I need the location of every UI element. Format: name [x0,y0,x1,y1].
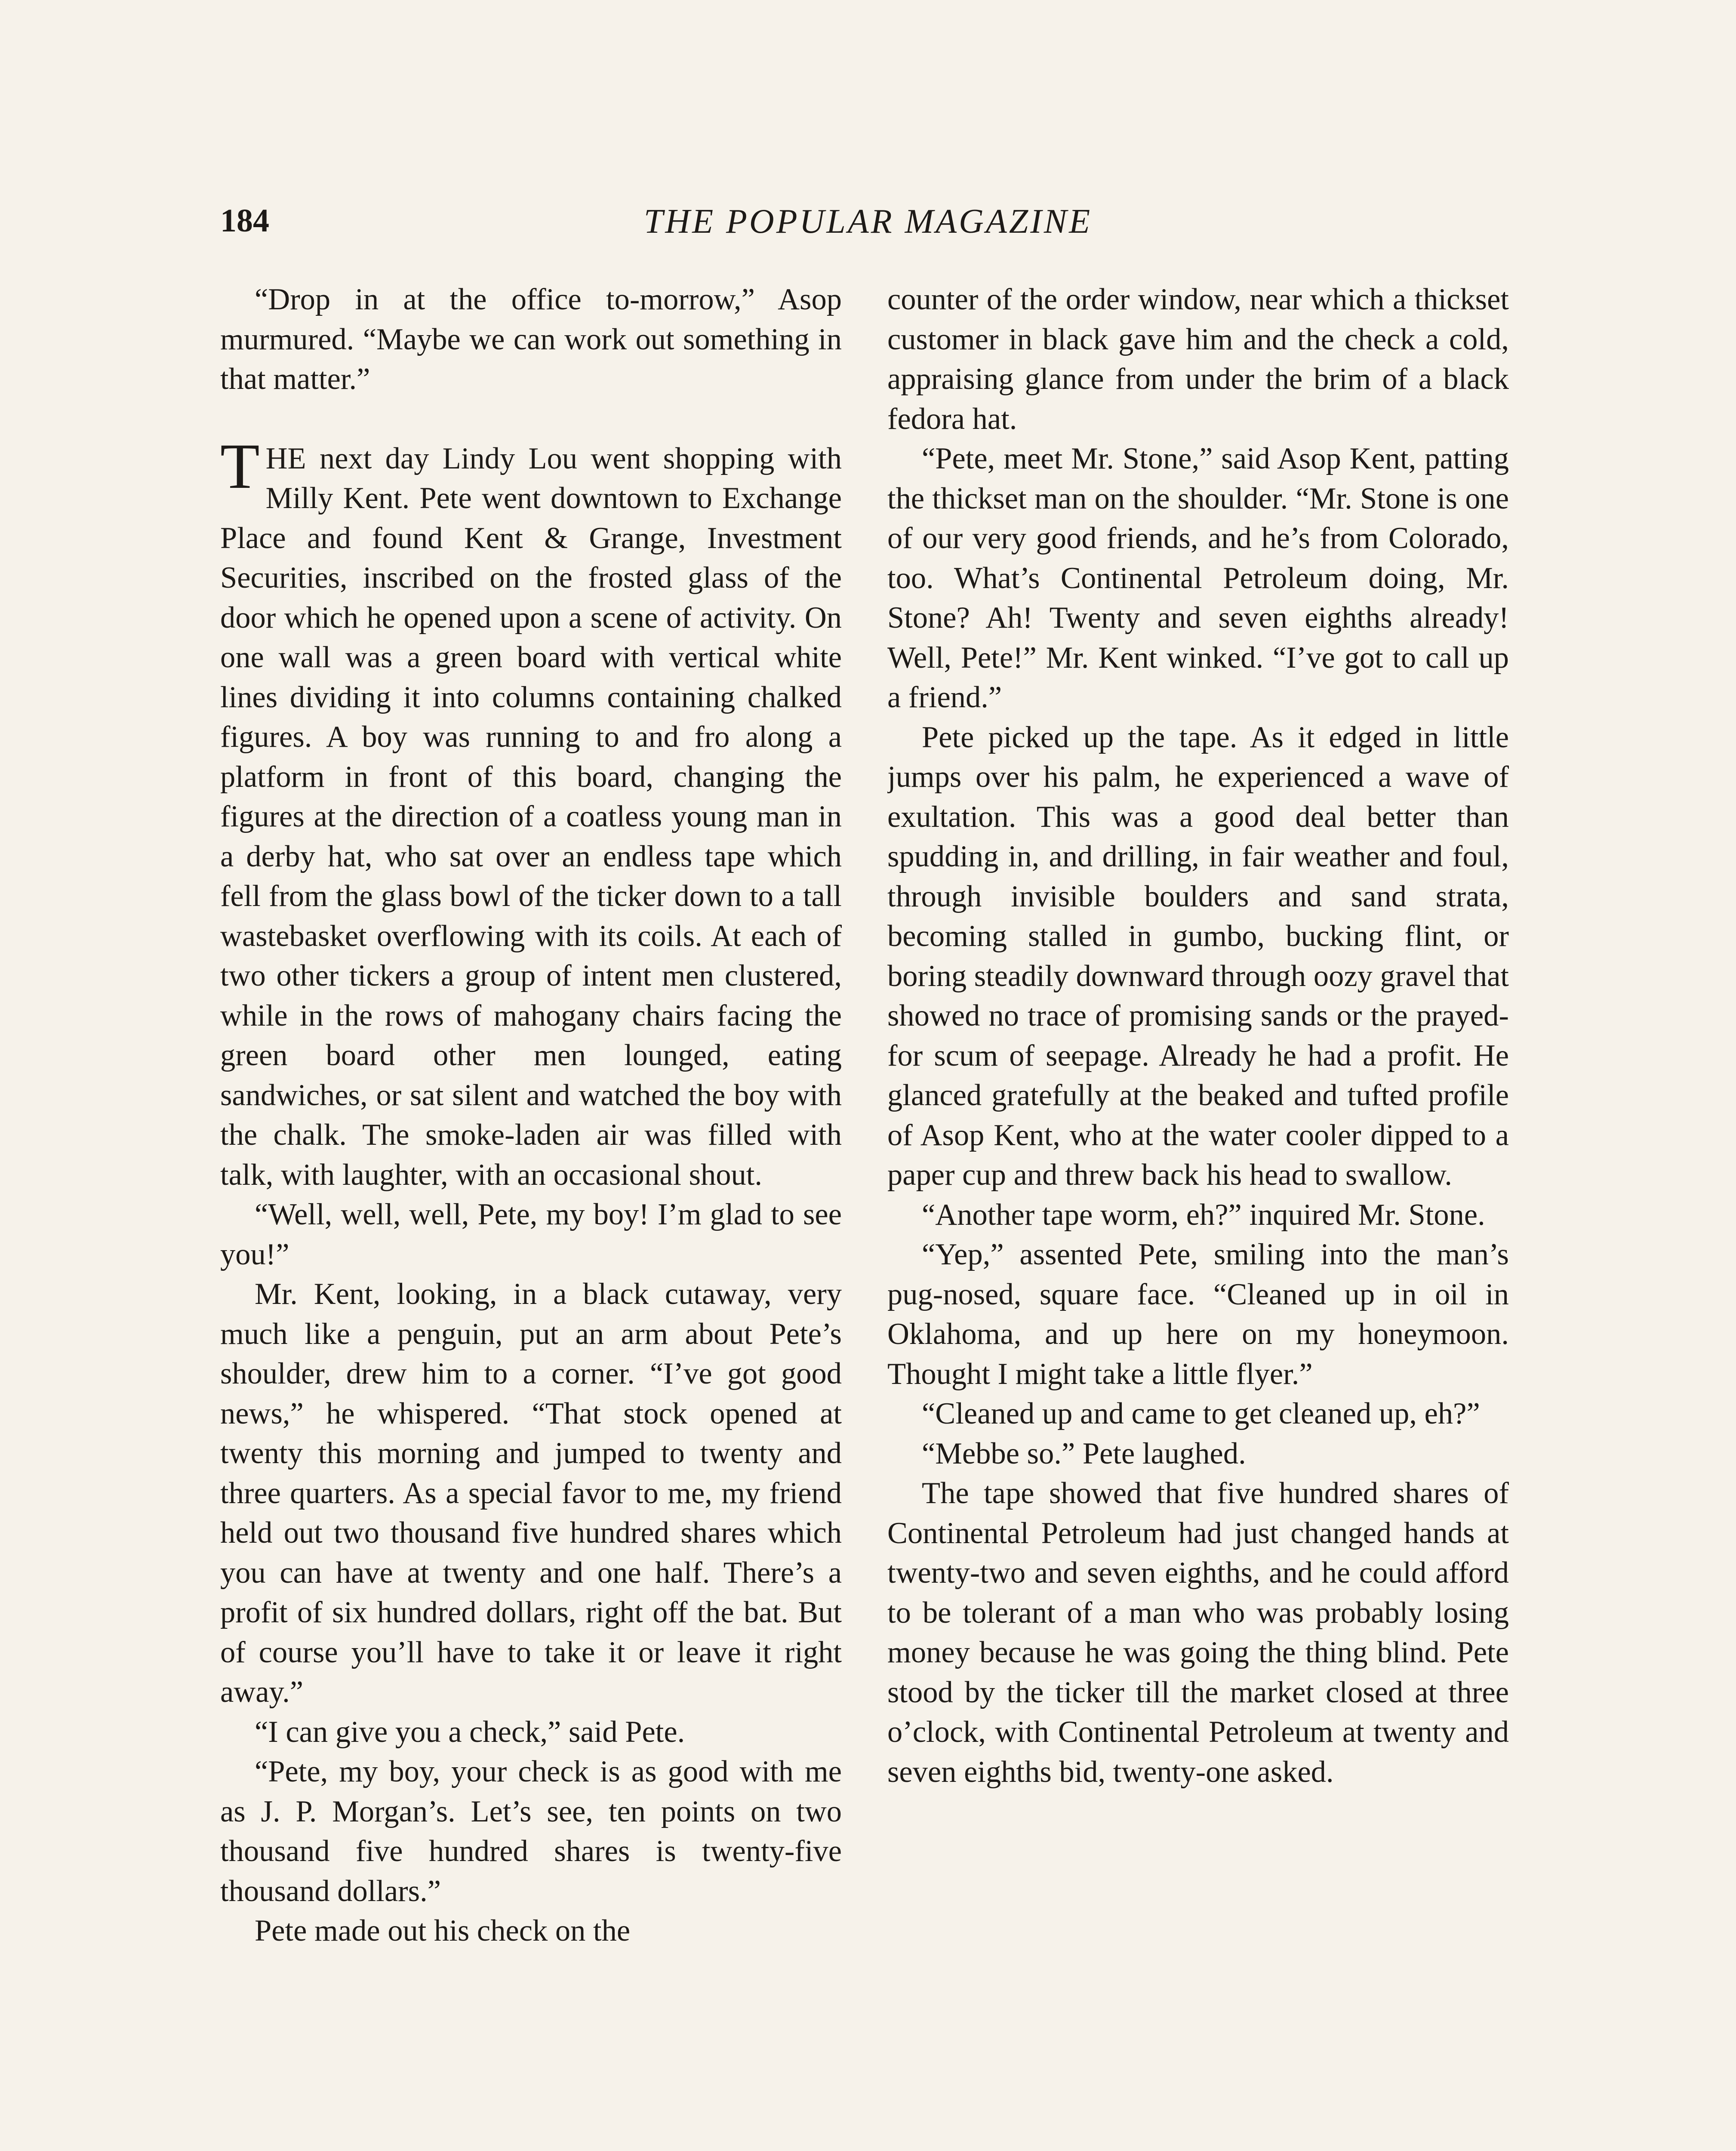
paragraph: Pete picked up the tape. As it edged in little jumps over his palm, he experienced a wave of exultation. This was a good deal better than spudding in, and drilling, in fair weather and foul, through invisible boulders and sand strata, becoming stalled in gumbo, bucking flint, or boring steadily downward through oozy gravel that showed no trace of promising sands or the prayed-for scum of seepage. Already he had a profit. He glanced gratefully at the beaked and tufted profile of Asop Kent, who at the water cooler dipped to a paper cup and threw back his head to swallow. [887,720,1509,1192]
paragraph: “Drop in at the office to-morrow,” Asop murmured. “Maybe we can work out something in that matter.” [220,283,842,396]
paragraph: “Yep,” assented Pete, smiling into the man’s pug-nosed, square face. “Cleaned up in oil in Oklahoma, and up here on my honeymoon. Thought I might take a little flyer.” [887,1238,1509,1391]
paragraph: “Well, well, well, Pete, my boy! I’m glad to see you!” [220,1198,842,1271]
paragraph: The tape showed that five hundred shares of Continental Petroleum had just changed hands at twenty-two and seven eighths, and he could afford to be tolerant of a man who was probably losing money because he was going the thing blind. Pete stood by the ticker till the market closed at three o’clock, with Continental Petroleum at twenty and seven eighths bid, twenty-one asked. [887,1476,1509,1789]
paragraph: “Cleaned up and came to get cleaned up, eh?” [922,1397,1480,1430]
paragraph-text: HE next day Lindy Lou went shopping with Milly Kent. Pete went downtown to Exchange Place and found Kent & Grange, Investment Securities, inscribed on the frosted glass of the door which he opened upon a scene of activity. On one wall was a green board with vertical white lines dividing it into columns containing chalked figures. A boy was running to and fro along a platform in front of this board, changing the figures at the direction of a coatless young man in a derby hat, who sat over an endless tape which fell from the glass bowl of the ticker down to a tall wastebasket overflowing with its coils. At each of two other tickers a group of intent men clustered, while in the rows of mahogany chairs facing the green board other men lounged, eating sandwiches, or sat silent and watched the boy with the chalk. The smoke-laden air was filled with talk, with laughter, with an occasional shout. [220,441,842,1192]
section-opening-paragraph [220,430,842,1195]
right-column [887,280,1509,1792]
page-number: 184 [220,203,269,239]
paragraph-continuation: counter of the order window, near which a thickset customer in black gave him and the check a cold, appraising glance from under the brim of a black fedora hat. [887,283,1509,436]
paragraph: Mr. Kent, looking, in a black cutaway, very much like a penguin, put an arm about Pete’s shoulder, drew him to a corner. “I’ve got good news,” he whispered. “That stock opened at twenty this morning and jumped to twenty and three quarters. As a special favor to me, my friend held out two thousand five hundred shares which you can have at twenty and one half. There’s a profit of six hundred dollars, right off the bat. But of course you’ll have to take it or leave it right away.” [220,1277,842,1709]
paragraph: “Mebbe so.” Pete laughed. [922,1436,1246,1470]
paragraph: “Pete, my boy, your check is as good with me as J. P. Morgan’s. Let’s see, ten points on two thousand five hundred shares is twenty-five thousand dollars.” [220,1755,842,1908]
paragraph: “Pete, meet Mr. Stone,” said Asop Kent, patting the thickset man on the shoulder. “Mr. Stone is one of our very good friends, and he’s from Colorado, too. What’s Continental Petroleum doing, Mr. Stone? Ah! Twenty and seven eighths already! Well, Pete!” Mr. Kent winked. “I’ve got to call up a friend.” [887,442,1509,714]
drop-cap: T [220,430,260,502]
left-column [220,280,842,1951]
paragraph: “Another tape worm, eh?” inquired Mr. Stone. [922,1198,1485,1232]
paragraph: Pete made out his check on the [255,1914,631,1948]
paragraph: “I can give you a check,” said Pete. [255,1715,685,1749]
running-title: THE POPULAR MAGAZINE [643,203,1093,240]
